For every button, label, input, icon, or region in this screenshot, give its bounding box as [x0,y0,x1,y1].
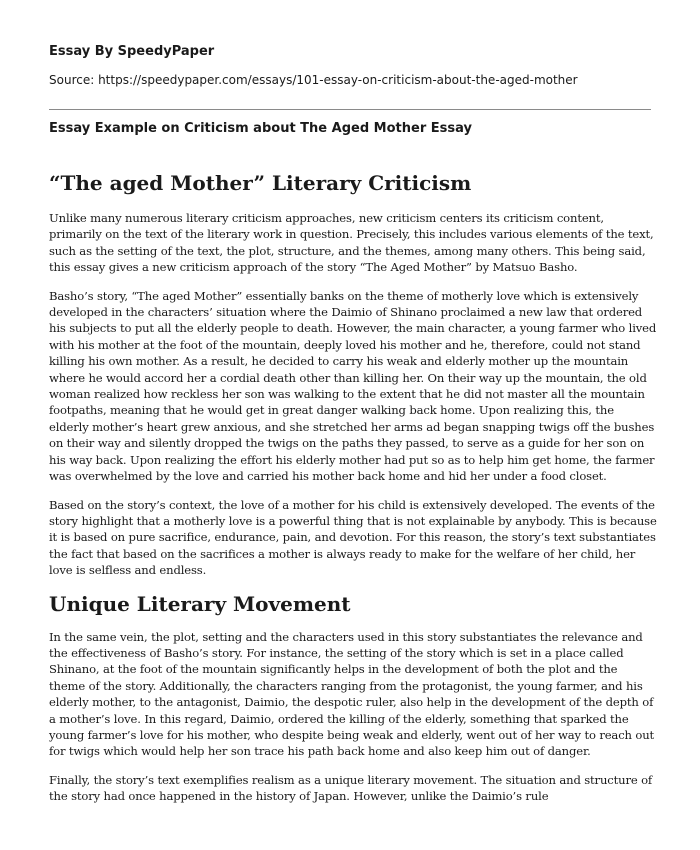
divider [49,109,651,110]
essay-body [49,170,657,817]
paragraph: Finally, the story’s text exemplifies realism as a unique literary movement. The situation and structure of the story had once happened in the history of Japan. However, unlike the Daimio’s rule [49,772,653,804]
paragraph: Unlike many numerous literary criticism approaches, new criticism centers its criticism content, primarily on the text of the literary work in question. Precisely, this includes various elements of the text, such as the setting of the text, the plot, structure, and the themes, among many others. This being said, this essay gives a new criticism approach of the story “The Aged Mother” by Matsuo Basho. [49,211,654,275]
source-link[interactable]: Source: https://speedypaper.com/essays/101-essay-on-criticism-about-the-aged-mother [49,73,578,87]
document-title: Essay Example on Criticism about The Aged Mother Essay [49,121,472,136]
paragraph: In the same vein, the plot, setting and the characters used in this story substantiates the relevance and the effectiveness of Basho’s story. For instance, the setting of the story which is set in a place called Shinano, at the foot of the mountain significantly helps in the development of both the plot and the theme of the story. Additionally, the characters ranging from the protagonist, the young farmer, and his elderly mother, to the antagonist, Daimio, the despotic ruler, also help in the development of the depth of a mother’s love. In this regard, Daimio, ordered the killing of the elderly, something that sparked the young farmer’s love for his mother, who despite being weak and elderly, went out of her way to reach out for twigs which would help her son trace his path back home and also keep him out of danger. [49,629,655,759]
paragraph: Based on the story’s context, the love of a mother for his child is extensively developed. The events of the story highlight that a motherly love is a powerful thing that is not explainable by anybody. This is because it is based on pure sacrifice, endurance, pain, and devotion. For this reason, the story’s text substantiates the fact that based on the sacrifices a mother is always ready to make for the welfare of her child, her love is selfless and endless. [49,497,657,578]
brand-title: Essay By SpeedyPaper [49,44,215,59]
paragraph: Basho’s story, “The aged Mother” essentially banks on the theme of motherly love which is extensively developed in the characters’ situation where the Daimio of Shinano proclaimed a new law that ordered his subjects to put all the elderly people to death. However, the main character, a young farmer who lived with his mother at the foot of the mountain, deeply loved his mother and he, therefore, could not stand killing his own mother. As a result, he decided to carry his weak and elderly mother up the mountain where he would accord her a cordial death other than killing her. On their way up the mountain, the old woman realized how reckless her son was walking to the extent that he did not master all the mountain footpaths, meaning that he would get in great danger walking back home. Upon realizing this, the elderly mother’s heart grew anxious, and she stretched her arms ad began snapping twigs off the bushes on their way and silently dropped the twigs on the paths they passed, to serve as a guide for her son on his way back. Upon realizing the effort his elderly mother had put so as to help him get home, the farmer was overwhelmed by the love and carried his mother back home and hid her under a food closet. [49,288,657,484]
section-heading: “The aged Mother” Literary Criticism [49,171,472,195]
section-heading: Unique Literary Movement [49,591,351,616]
